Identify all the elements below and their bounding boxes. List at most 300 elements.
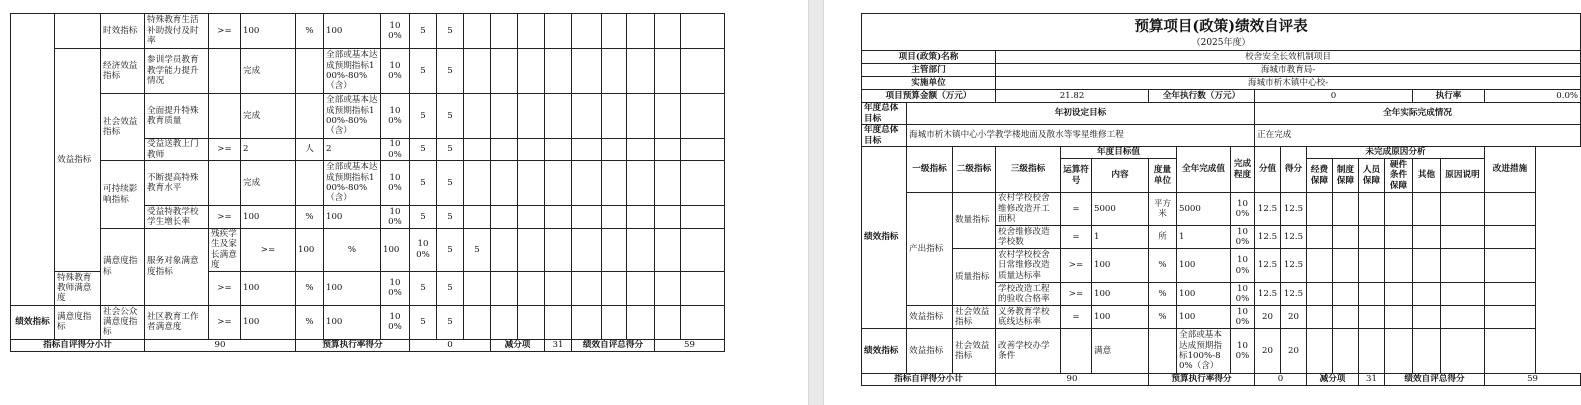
summary-row	[11, 339, 725, 351]
output-label: 产出指标	[907, 193, 953, 306]
level3-cell: 社区教育工作者满意度	[145, 305, 209, 339]
empty-cell	[602, 94, 627, 139]
level3-cell: 受益送教上门教师	[145, 139, 209, 161]
empty-cell	[1359, 283, 1385, 306]
empty-cell	[1413, 329, 1441, 374]
report-year: （2025年度）	[862, 38, 1581, 51]
total-score-value: 59	[1485, 374, 1581, 386]
empty-cell	[1413, 193, 1441, 226]
op-cell: >=	[209, 305, 241, 339]
empty-cell	[1307, 193, 1333, 226]
content-cell: 100	[1092, 306, 1149, 329]
empty-cell	[572, 206, 602, 229]
empty-cell	[1441, 193, 1485, 226]
content-cell: 100	[296, 229, 324, 272]
empty-cell	[1359, 306, 1385, 329]
rate-cell: 100%	[1231, 193, 1255, 226]
benefit-label: 效益指标	[907, 306, 953, 329]
got-cell: 5	[437, 161, 464, 206]
unit-cell: %	[1149, 249, 1177, 283]
table-row	[862, 249, 1581, 283]
goal-text: 海城市析木镇中心小学教学楼地面及散水等零星维修工程	[907, 125, 1255, 147]
content-cell: 完成	[241, 49, 296, 94]
table-row	[862, 103, 1581, 125]
table-row	[862, 64, 1581, 77]
empty-cell	[681, 14, 725, 49]
level1-cell: 满意度指标	[101, 229, 145, 306]
table-row	[11, 14, 725, 49]
empty-cell	[491, 305, 518, 339]
empty-cell	[1307, 226, 1333, 249]
left-performance-table	[10, 13, 725, 352]
empty-cell	[1385, 193, 1413, 226]
header-r5: 其他	[1413, 159, 1441, 193]
empty-cell	[491, 49, 518, 94]
actual-header: 全年实际完成情况	[1255, 103, 1581, 125]
level3-cell: 残疾学生及家长满意度	[209, 229, 241, 272]
rate-cell: 100%	[381, 305, 410, 339]
empty-cell	[518, 139, 545, 161]
empty-cell	[518, 271, 545, 305]
budget-value: 21.82	[996, 90, 1149, 103]
empty-cell	[627, 49, 655, 94]
empty-cell	[1359, 249, 1385, 283]
empty-cell	[1385, 249, 1413, 283]
rate-cell: 100%	[1231, 329, 1255, 374]
unit-cell	[296, 49, 324, 94]
content-cell: 满意	[1092, 329, 1149, 374]
op-cell: >=	[209, 139, 241, 161]
empty-cell	[572, 94, 602, 139]
empty-cell	[1385, 283, 1413, 306]
unit-cell: %	[324, 229, 381, 272]
empty-cell	[545, 271, 572, 305]
empty-cell	[1413, 226, 1441, 249]
header-level3: 三级指标	[996, 147, 1061, 193]
empty-cell	[655, 14, 681, 49]
unit-cell: 人	[296, 139, 324, 161]
total-score-label: 绩效自评总得分	[572, 339, 655, 351]
actual-cell: 100	[324, 271, 381, 305]
op-cell: >=	[209, 271, 241, 305]
op-cell	[209, 49, 241, 94]
project-name-label: 项目(政策)名称	[862, 51, 996, 64]
unit-cell: %	[1149, 283, 1177, 306]
done-cell: 全部或基本达成预期指标100%-80%（含）	[1177, 329, 1231, 374]
content-cell: 100	[241, 305, 296, 339]
got-cell: 5	[437, 271, 464, 305]
op-cell: >=	[209, 14, 241, 49]
empty-cell	[1359, 329, 1385, 374]
quality-label: 质量指标	[953, 249, 996, 306]
goal-label-2: 年度总体目标	[862, 125, 907, 147]
total-score-label: 绩效自评总得分	[1385, 374, 1485, 386]
empty-cell	[1359, 226, 1385, 249]
page-gutter	[808, 0, 824, 405]
content-cell: 100	[241, 14, 296, 49]
summary-row	[862, 374, 1581, 386]
content-cell: 100	[1092, 283, 1149, 306]
score-cell: 20	[1255, 329, 1281, 374]
exec-score-value: 0	[1255, 374, 1307, 386]
empty-cell	[545, 206, 572, 229]
right-performance-table	[861, 13, 1581, 386]
rate-cell: 100%	[381, 161, 410, 206]
benefit-label-2: 效益指标	[907, 329, 953, 374]
rate-label: 执行率	[1413, 90, 1485, 103]
header-r4: 硬件条件保障	[1385, 159, 1413, 193]
score-cell: 5	[410, 94, 437, 139]
header-r1: 经费保障	[1307, 159, 1333, 193]
empty-cell	[491, 271, 518, 305]
score-cell: 12.5	[1255, 226, 1281, 249]
level3-cell: 义务教育学校底线达标率	[996, 306, 1061, 329]
empty-cell	[681, 229, 725, 272]
level3-cell: 参训学员教育教学能力提升情况	[145, 49, 209, 94]
empty-cell	[602, 229, 627, 272]
empty-cell	[491, 206, 518, 229]
dept-label: 主管部门	[862, 64, 996, 77]
level2-cell: 服务对象满意度指标	[145, 229, 209, 306]
empty-cell	[627, 305, 655, 339]
empty-cell	[572, 49, 602, 94]
header-year-target: 年度目标值	[1061, 147, 1177, 159]
perf-label-2: 绩效指标	[862, 329, 907, 374]
content-cell: 完成	[241, 94, 296, 139]
table-row	[862, 306, 1581, 329]
empty-cell	[655, 229, 681, 272]
empty-cell	[602, 49, 627, 94]
content-cell: 1	[1092, 226, 1149, 249]
empty-cell	[602, 14, 627, 49]
header-unit: 度量单位	[1149, 159, 1177, 193]
empty-cell	[11, 14, 55, 306]
got-cell: 5	[437, 305, 464, 339]
header-reason: 未完成原因分析	[1307, 147, 1485, 159]
exec-score-value: 0	[410, 339, 491, 351]
exec-score-label: 预算执行率得分	[296, 339, 410, 351]
empty-cell	[572, 139, 602, 161]
table-row	[11, 49, 725, 94]
table-row	[862, 125, 1581, 147]
content-cell: 2	[241, 139, 296, 161]
perf-label: 绩效指标	[862, 147, 907, 329]
empty-cell	[464, 271, 491, 305]
empty-cell	[681, 94, 725, 139]
unit-cell: %	[296, 206, 324, 229]
empty-cell	[681, 206, 725, 229]
actual-cell: 全部或基本达成预期指标100%-80%（含）	[324, 49, 381, 94]
header-content: 内容	[1092, 159, 1149, 193]
header-r6: 原因说明	[1441, 159, 1485, 193]
rate-cell: 100%	[1231, 306, 1255, 329]
empty-cell	[1441, 249, 1485, 283]
empty-cell	[545, 161, 572, 206]
rate-cell: 100%	[1231, 283, 1255, 306]
got-cell: 12.5	[1281, 283, 1307, 306]
unit-cell	[1149, 329, 1177, 374]
op-cell: =	[1061, 193, 1092, 226]
op-cell: >=	[1061, 249, 1092, 283]
unit-cell	[296, 161, 324, 206]
content-cell: 5000	[1092, 193, 1149, 226]
goal-label: 年度总体目标	[862, 103, 907, 125]
header-done-value: 全年完成值	[1177, 147, 1231, 193]
done-cell: 100	[1177, 249, 1231, 283]
empty-cell	[491, 161, 518, 206]
empty-cell	[464, 14, 491, 49]
subtotal-value: 90	[145, 339, 296, 351]
content-cell: 100	[1092, 249, 1149, 283]
empty-cell	[1385, 329, 1413, 374]
rate-cell: 100%	[381, 206, 410, 229]
empty-cell	[1413, 249, 1441, 283]
score-cell: 12.5	[1255, 249, 1281, 283]
empty-cell	[1333, 306, 1359, 329]
actual-cell: 全部或基本达成预期指标100%-80%（含）	[324, 94, 381, 139]
empty-cell	[464, 161, 491, 206]
rate-cell: 100%	[381, 94, 410, 139]
content-cell: 100	[241, 206, 296, 229]
empty-cell	[602, 139, 627, 161]
score-cell: 12.5	[1255, 283, 1281, 306]
empty-cell	[464, 139, 491, 161]
empty-cell	[655, 206, 681, 229]
empty-cell	[545, 305, 572, 339]
actual-cell: 全部或基本达成预期指标100%-80%（含）	[324, 161, 381, 206]
empty-cell	[491, 14, 518, 49]
report-title: 预算项目(政策)绩效自评表	[862, 14, 1581, 38]
empty-cell	[1333, 249, 1359, 283]
level3-cell: 受益特教学校学生增长率	[145, 206, 209, 229]
content-cell: 100	[241, 271, 296, 305]
project-name-value: 校舍安全长效机制项目	[996, 51, 1581, 64]
unit-cell: 平方米	[1149, 193, 1177, 226]
subtotal-label: 指标自评得分小计	[862, 374, 996, 386]
empty-cell	[518, 49, 545, 94]
table-row	[11, 229, 725, 272]
budget-label: 项目预算金额（万元）	[862, 90, 996, 103]
table-row	[11, 161, 725, 206]
impl-unit-value: 海城市析木镇中心校-	[996, 77, 1581, 90]
level3-cell: 特殊教育教师满意度	[55, 271, 101, 305]
header-done-rate: 完成程度	[1231, 147, 1255, 193]
quantity-label: 数量指标	[953, 193, 996, 249]
actual-cell: 100	[381, 229, 410, 272]
empty-cell	[627, 229, 655, 272]
empty-cell	[1413, 283, 1441, 306]
level1-cell: 满意度指标	[55, 305, 101, 339]
empty-cell	[491, 139, 518, 161]
empty-cell	[655, 94, 681, 139]
empty-cell	[572, 14, 602, 49]
empty-cell	[627, 206, 655, 229]
empty-cell	[518, 206, 545, 229]
empty-cell	[572, 161, 602, 206]
table-row	[862, 90, 1581, 103]
table-row	[11, 94, 725, 139]
empty-cell	[1333, 283, 1359, 306]
got-cell: 5	[437, 14, 464, 49]
empty-cell	[1441, 329, 1485, 374]
done-cell: 5000	[1177, 193, 1231, 226]
got-cell: 5	[437, 49, 464, 94]
op-cell	[209, 161, 241, 206]
empty-cell	[627, 161, 655, 206]
empty-cell	[1333, 329, 1359, 374]
exec-label: 全年执行数（万元）	[1149, 90, 1255, 103]
empty-cell	[1385, 226, 1413, 249]
unit-cell: %	[296, 305, 324, 339]
empty-cell	[464, 94, 491, 139]
subtotal-label: 指标自评得分小计	[11, 339, 145, 351]
empty-cell	[1441, 306, 1485, 329]
empty-cell	[1485, 249, 1536, 283]
got-cell: 20	[1281, 306, 1307, 329]
empty-cell	[518, 229, 545, 272]
level3-cell: 不断提高特殊教育水平	[145, 161, 209, 206]
op-cell	[1061, 329, 1092, 374]
rate-value: 0.0%	[1485, 90, 1581, 103]
table-row	[862, 329, 1581, 374]
op-cell: =	[1061, 226, 1092, 249]
score-cell: 5	[410, 271, 437, 305]
level3-cell: 特殊教育生活补助拨付及时率	[145, 14, 209, 49]
level0-cell: 绩效指标	[11, 305, 55, 339]
score-cell: 5	[410, 305, 437, 339]
empty-cell	[572, 271, 602, 305]
empty-cell	[627, 94, 655, 139]
table-row	[862, 77, 1581, 90]
empty-cell	[681, 271, 725, 305]
empty-cell	[602, 206, 627, 229]
table-row	[862, 193, 1581, 226]
deduction-value: 31	[545, 339, 572, 351]
op-cell: =	[1061, 306, 1092, 329]
rate-cell: 100%	[1231, 226, 1255, 249]
score-cell: 5	[410, 14, 437, 49]
empty-cell	[55, 14, 101, 49]
empty-cell	[655, 139, 681, 161]
header-level2: 二级指标	[953, 147, 996, 193]
empty-cell	[602, 161, 627, 206]
empty-cell	[681, 139, 725, 161]
score-cell: 5	[410, 161, 437, 206]
rate-cell: 100%	[381, 14, 410, 49]
level1-cell: 效益指标	[55, 49, 101, 272]
empty-cell	[602, 271, 627, 305]
empty-cell	[1485, 329, 1536, 374]
level3-cell: 改善学校办学条件	[996, 329, 1061, 374]
score-cell: 5	[410, 206, 437, 229]
table-row	[862, 51, 1581, 64]
unit-cell	[296, 94, 324, 139]
empty-cell	[1385, 306, 1413, 329]
empty-cell	[518, 305, 545, 339]
level3-cell: 全面提升特殊教育质量	[145, 94, 209, 139]
empty-cell	[1485, 306, 1536, 329]
empty-cell	[627, 139, 655, 161]
header-op: 运算符号	[1061, 159, 1092, 193]
unit-cell: %	[1149, 306, 1177, 329]
op-cell: >=	[209, 206, 241, 229]
empty-cell	[545, 94, 572, 139]
empty-cell	[681, 305, 725, 339]
empty-cell	[464, 305, 491, 339]
empty-cell	[1485, 193, 1536, 226]
header-r3: 人员保障	[1359, 159, 1385, 193]
empty-cell	[1441, 226, 1485, 249]
empty-cell	[655, 49, 681, 94]
actual-cell: 100	[324, 206, 381, 229]
unit-cell: %	[296, 271, 324, 305]
empty-cell	[681, 49, 725, 94]
level3-cell: 农村学校校舍维修改造开工面积	[996, 193, 1061, 226]
op-cell: >=	[241, 229, 296, 272]
actual-cell: 100	[324, 14, 381, 49]
subtotal-value: 90	[996, 374, 1149, 386]
got-cell: 5	[437, 94, 464, 139]
level2-cell: 可持续影响指标	[101, 161, 145, 229]
empty-cell	[518, 161, 545, 206]
level2-cell: 经济效益指标	[101, 49, 145, 94]
empty-cell	[655, 305, 681, 339]
exec-score-label: 预算执行率得分	[1149, 374, 1255, 386]
empty-cell	[655, 271, 681, 305]
empty-cell	[1307, 306, 1333, 329]
empty-cell	[655, 161, 681, 206]
empty-cell	[1413, 306, 1441, 329]
level2-cell: 社会公众满意度指标	[101, 305, 145, 339]
header-score: 分值	[1255, 147, 1281, 193]
got-cell: 5	[437, 139, 464, 161]
empty-cell	[491, 94, 518, 139]
header-got: 得分	[1281, 147, 1307, 193]
got-cell: 5	[464, 229, 491, 272]
done-cell: 1	[1177, 226, 1231, 249]
op-cell: >=	[1061, 283, 1092, 306]
rate-cell: 100%	[381, 49, 410, 94]
empty-cell	[602, 305, 627, 339]
empty-cell	[1441, 283, 1485, 306]
empty-cell	[1333, 226, 1359, 249]
actual-cell: 100	[324, 305, 381, 339]
empty-cell	[1307, 329, 1333, 374]
empty-cell	[1307, 249, 1333, 283]
header-r2: 制度保障	[1333, 159, 1359, 193]
level3-cell: 农村学校校舍日常维修改造质量达标率	[996, 249, 1061, 283]
got-cell: 12.5	[1281, 249, 1307, 283]
done-cell: 100	[1177, 306, 1231, 329]
level3-cell: 校舍维修改造学校数	[996, 226, 1061, 249]
empty-cell	[464, 206, 491, 229]
empty-cell	[681, 161, 725, 206]
empty-cell	[1333, 193, 1359, 226]
dept-value: 海城市教育局-	[996, 64, 1581, 77]
empty-cell	[491, 229, 518, 272]
header-row	[862, 147, 1581, 159]
goal-actual: 正在完成	[1255, 125, 1581, 147]
unit-cell: %	[296, 14, 324, 49]
header-improve: 改进措施	[1485, 147, 1536, 193]
empty-cell	[627, 271, 655, 305]
score-cell: 5	[410, 49, 437, 94]
social-label-2: 社会效益指标	[953, 329, 996, 374]
impl-unit-label: 实施单位	[862, 77, 996, 90]
actual-cell: 2	[324, 139, 381, 161]
rate-cell: 100%	[1231, 249, 1255, 283]
content-cell: 完成	[241, 161, 296, 206]
